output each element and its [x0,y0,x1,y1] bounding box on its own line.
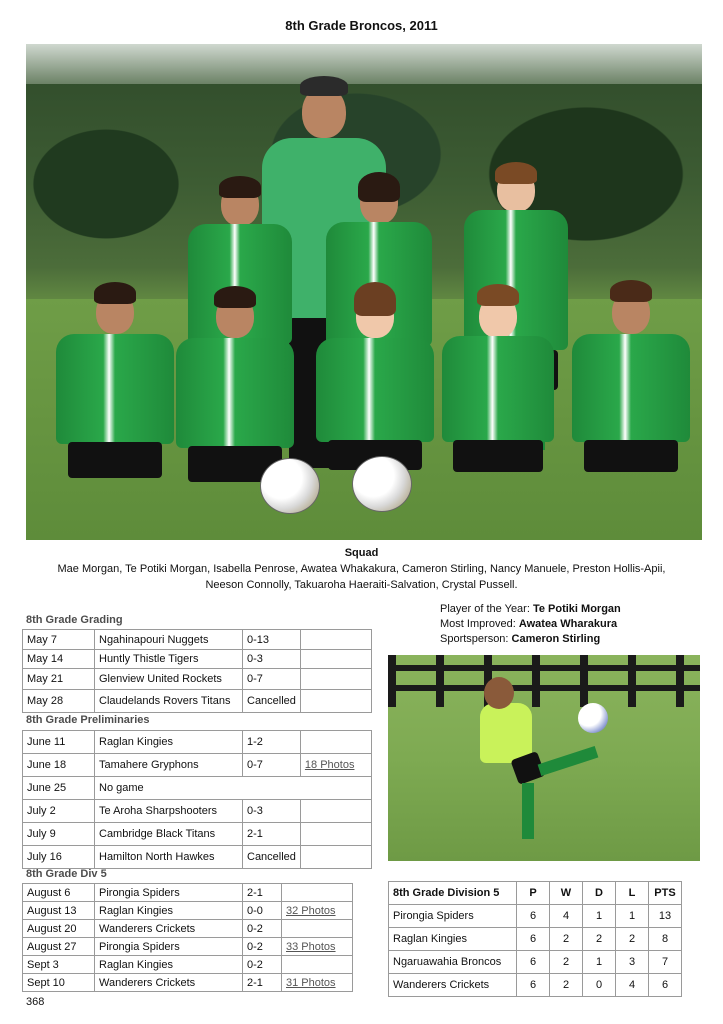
player-figure [56,282,174,512]
table-row: June 11 Raglan Kingies 1-2 [23,731,372,754]
table-row: July 16 Hamilton North Hawkes Cancelled [23,846,372,869]
table-row: August 6 Pirongia Spiders 2-1 [23,884,353,902]
table-row: Wanderers Crickets 6 2 0 4 6 [389,974,682,997]
table-row: May 21 Glenview United Rockets 0-7 [23,669,372,690]
table-row: June 25 No game [23,777,372,800]
team-photo [26,44,702,540]
photos-link[interactable]: 31 Photos [286,976,336,989]
grading-table [22,629,372,713]
table-row: June 18 Tamahere Gryphons 0-7 18 Photos [23,754,372,777]
photo-fence [388,655,700,707]
page-title: 8th Grade Broncos, 2011 [285,18,438,33]
column-header: D [583,882,616,905]
column-header: 8th Grade Division 5 [389,882,517,905]
table-row: May 14 Huntly Thistle Tigers 0-3 [23,650,372,669]
table-row: May 7 Ngahinapouri Nuggets 0-13 [23,630,372,650]
table-row: Raglan Kingies 6 2 2 2 8 [389,928,682,951]
awards-list [440,602,621,647]
table-row: July 9 Cambridge Black Titans 2-1 [23,823,372,846]
player-figure [442,282,554,508]
squad-names-line: Neeson Connolly, Takuaroha Haeraiti-Salvation, Crystal Pussell. [205,579,518,591]
photo-player [480,703,532,763]
table-row: July 2 Te Aroha Sharpshooters 0-3 [23,800,372,823]
photos-link[interactable]: 33 Photos [286,940,336,953]
column-header: W [550,882,583,905]
photos-link[interactable]: 18 Photos [304,759,355,771]
table-row: Sept 10 Wanderers Crickets 2-1 31 Photos [23,974,353,992]
photo-player-head [484,677,514,709]
player-figure [572,280,690,510]
table-row: August 20 Wanderers Crickets 0-2 [23,920,353,938]
table-row: Pirongia Spiders 6 4 1 1 13 [389,905,682,928]
section-heading: 8th Grade Preliminaries [26,714,150,726]
table-row: Ngaruawahia Broncos 6 2 1 3 7 [389,951,682,974]
football-image [578,703,608,733]
section-heading: 8th Grade Div 5 [26,868,107,880]
section-heading: 8th Grade Grading [26,614,123,626]
photos-link[interactable]: 32 Photos [286,904,336,917]
table-row: Sept 3 Raglan Kingies 0-2 [23,956,353,974]
football-image [352,456,412,512]
column-header: L [616,882,649,905]
award-most-improved: Most Improved: Awatea Wharakura [440,618,618,630]
preliminaries-table [22,730,372,869]
award-player-of-year: Player of the Year: Te Potiki Morgan [440,603,621,615]
table-row: August 13 Raglan Kingies 0-0 32 Photos [23,902,353,920]
page-number: 368 [26,996,45,1008]
div5-table [22,883,353,992]
standings-table [388,881,682,997]
table-header-row [389,882,682,905]
football-image [260,458,320,514]
table-row: May 28 Claudelands Rovers Titans Cancelled [23,690,372,713]
squad-names-line: Mae Morgan, Te Potiki Morgan, Isabella Penrose, Awatea Whakakura, Cameron Stirling, Nancy Manuele, Preston Hollis-Apii, [57,563,666,575]
column-header: P [517,882,550,905]
column-header: PTS [649,882,682,905]
table-row: August 27 Pirongia Spiders 0-2 33 Photos [23,938,353,956]
squad-label: Squad [344,547,379,559]
squad-names [40,561,683,593]
action-photo [388,655,700,861]
award-sportsperson: Sportsperson: Cameron Stirling [440,633,601,645]
